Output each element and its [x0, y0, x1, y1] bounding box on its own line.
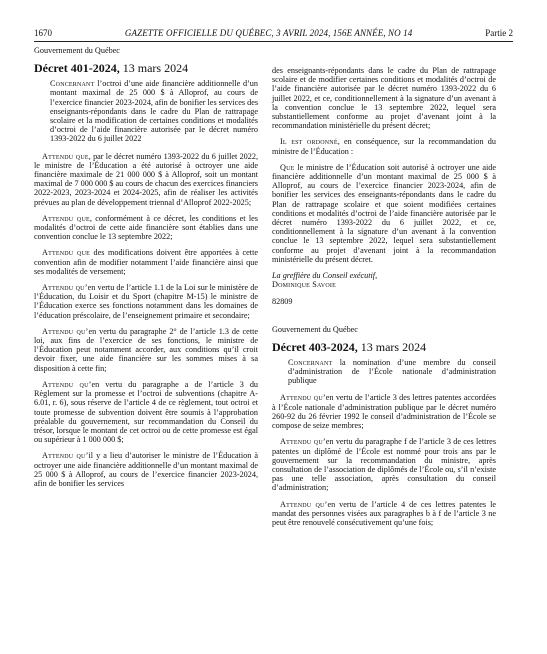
- government-label: Gouvernement du Québec: [34, 46, 120, 55]
- whereas-text: en vertu du paragraphe 2° de l’article 1.3 de cette loi, aux fins de l’exercice de ses fonctions, le ministre de l’Éducation peut notamment accorder, aux conditions qu’il croit devoir fixer, une aide financière sur les sommes mises à sa disposition à cette fin;: [34, 326, 258, 373]
- whereas-text: en vertu du paragraphe f de l’article 3 de ces lettres patentes un diplômé de l’École est nommé pour trois ans par le gouvernement sur la recommandation du ministre, après consultation de l’association de diplômés de l’École ou, s’il n’existe pas une telle association, après consultation du conseil d’administration;: [272, 437, 496, 493]
- subject-lead: Concernant: [50, 79, 95, 89]
- whereas-paragraph: [34, 248, 258, 276]
- whereas-lead: Attendu que: [42, 213, 90, 223]
- decree-title: [272, 340, 496, 354]
- whereas-text: en vertu de l’article 3 des lettres patentes accordées à l’École nationale d’administration publique par le décret numéro 260-92 du 26 février 1992 le conseil d’administration de l’École se compose de seize membres;: [272, 393, 496, 431]
- signature-role: La greffière du Conseil exécutif,: [272, 271, 378, 281]
- whereas-lead: Attendu qu’: [42, 326, 89, 336]
- whereas-paragraph: [272, 500, 496, 528]
- part-label: Partie 2: [485, 28, 513, 38]
- whereas-paragraph: [272, 437, 496, 492]
- gazette-title: GAZETTE OFFICIELLE DU QUÉBEC, 3 AVRIL 2024, 156E ANNÉE, NO 14: [124, 28, 413, 38]
- whereas-text: en vertu de l’article 4 de ces lettres patentes le mandat des personnes visées aux paragraphes b à f de l’article 3 ne peut être renouvelé consécutivement qu’une fois;: [272, 499, 497, 527]
- decree-subject: [288, 358, 496, 386]
- signature-block: [272, 271, 496, 289]
- whereas-paragraph: [34, 451, 258, 488]
- decree-number: Décret 401-2024,: [34, 61, 120, 76]
- whereas-text: il y a lieu d’autoriser le ministre de l’Éducation à octroyer une aide financière additionnelle d’un montant maximal de 25 000 $ à Alloprof, au cours de l’exercice financier 2023-2024, afin de bonifier les services: [34, 451, 259, 488]
- ordered-lead: Il est ordonné: [280, 137, 338, 147]
- page-number: 1670: [34, 28, 52, 38]
- whereas-paragraph: [272, 393, 496, 430]
- right-column: [272, 66, 496, 534]
- header-rule: [34, 41, 513, 42]
- decree-number: Décret 403-2024,: [272, 339, 358, 354]
- decree-reference-number: 82809: [272, 297, 293, 307]
- whereas-paragraph: [34, 283, 258, 320]
- whereas-text: des modifications doivent être apportées à cette convention afin de modifier notamment l’aide financière ainsi que ses modalités de versement;: [34, 248, 258, 276]
- whereas-text: , conformément à ce décret, les conditions et les modalités d’octroi de cette aide financière sont établies dans une convention conclue le 13 septembre 2022;: [34, 213, 258, 242]
- ordered-paragraph: [272, 137, 496, 155]
- whereas-lead: Attendu qu’: [280, 393, 326, 403]
- whereas-lead: Attendu que: [42, 248, 90, 258]
- whereas-lead: Attendu qu’: [280, 499, 328, 509]
- whereas-lead: Attendu que: [42, 151, 89, 161]
- whereas-lead: Attendu qu’: [280, 437, 326, 447]
- decision-text: le ministre de l’Éducation soit autorisé à octroyer une aide financière additionnelle d’un montant maximal de 25 000 $ à Alloprof, au cours de l’exercice financier 2023-2024, afin de bonifier les services des enseignants-répondants dans le cadre du Plan de rattrapage scolaire et que soient modifiées certaines conditions et modalités d’octroi de l’aide financière autorisée par le décret numéro 1393-2022 du 6 juillet 2022, et ce, conditionnellement à la signature d’un avenant à la convention conclue le 13 septembre 2022, lequel sera substantiellement conforme au projet d’avenant joint à la recommandation ministérielle du présent décret.: [272, 162, 496, 264]
- government-label: Gouvernement du Québec: [272, 324, 358, 334]
- whereas-paragraph: [34, 380, 258, 444]
- subject-lead: Concernant: [288, 357, 333, 367]
- continuation-paragraph: des enseignants-répondants dans le cadre du Plan de rattrapage scolaire et de modifier certaines conditions et modalités d’octroi de l’aide financière autorisée par le décret numéro 1393-2022 du 6 juillet 2022, et ce, conditionnellement à la signature d’un avenant à la convention conclue le 13 septembre 2022, lequel sera substantiellement conforme au projet d’avenant joint à la recommandation ministérielle du présent décret;: [272, 66, 496, 131]
- whereas-paragraph: [34, 152, 258, 207]
- decree-title: [34, 61, 258, 75]
- decision-lead: Que: [280, 162, 295, 172]
- left-column: [34, 46, 258, 495]
- whereas-paragraph: [34, 327, 258, 373]
- whereas-lead: Attendu qu’: [42, 451, 89, 461]
- ordered-text: , en conséquence, sur la recommandation du ministre de l’Éducation :: [272, 137, 496, 156]
- subject-text: l’octroi d’une aide financière additionnelle d’un montant maximal de 25 000 $ à Alloprof, au cours de l’exercice financier 2023-2024, afin de bonifier les services des enseignants-répondants dans le cadre du Plan de rattrapage scolaire et la modification de certaines conditions et modalités d’octroi de l’aide financière autorisée par le décret numéro 1393-2022 du 6 juillet 2022: [50, 79, 259, 144]
- decree-subject: [50, 79, 258, 143]
- decision-paragraph: [272, 163, 496, 264]
- whereas-lead: Attendu qu’: [42, 283, 88, 293]
- whereas-text: , par le décret numéro 1393-2022 du 6 juillet 2022, le ministre de l’Éducation a été autorisé à octroyer une aide financière maximale de 21 000 000 $ à Alloprof, soit un montant maximal de 7 000 000 $ au cours de chacun des exercices financiers 2022-2023, 2023-2024 et 2024-2025, afin de réaliser les activités prévues au plan de développement triennal d’Alloprof 2022-2025;: [34, 151, 258, 207]
- subject-text: la nomination d’une membre du conseil d’administration de l’École nationale d’administration publique: [288, 357, 496, 386]
- whereas-text: en vertu du paragraphe a de l’article 3 du Règlement sur la promesse et l’octroi de subventions (chapitre A-6.01, r. 6), sous réserve de l’article 4 de ce règlement, tout octroi et toute promesse de subvention doivent être soumis à l’approbation préalable du gouvernement, sur recommandation du Conseil du trésor, lorsque le montant de cet octroi ou de cette promesse est égal ou supérieur à 1 000 000 $;: [34, 379, 259, 445]
- decree-date: 13 mars 2024: [357, 339, 427, 354]
- whereas-text: en vertu de l’article 1.1 de la Loi sur le ministère de l’Éducation, du Loisir et du Sport (chapitre M-15) le ministre de l’Éducation exerce ses fonctions notamment dans les domaines de l’éducation préscolaire, de l’enseignement primaire et secondaire;: [34, 283, 258, 320]
- signature-name: Dominique Savoie: [272, 280, 336, 290]
- whereas-paragraph: [34, 214, 258, 242]
- decree-date: 13 mars 2024: [119, 61, 189, 76]
- whereas-lead: Attendu qu’: [42, 379, 92, 389]
- page-header: [34, 28, 513, 38]
